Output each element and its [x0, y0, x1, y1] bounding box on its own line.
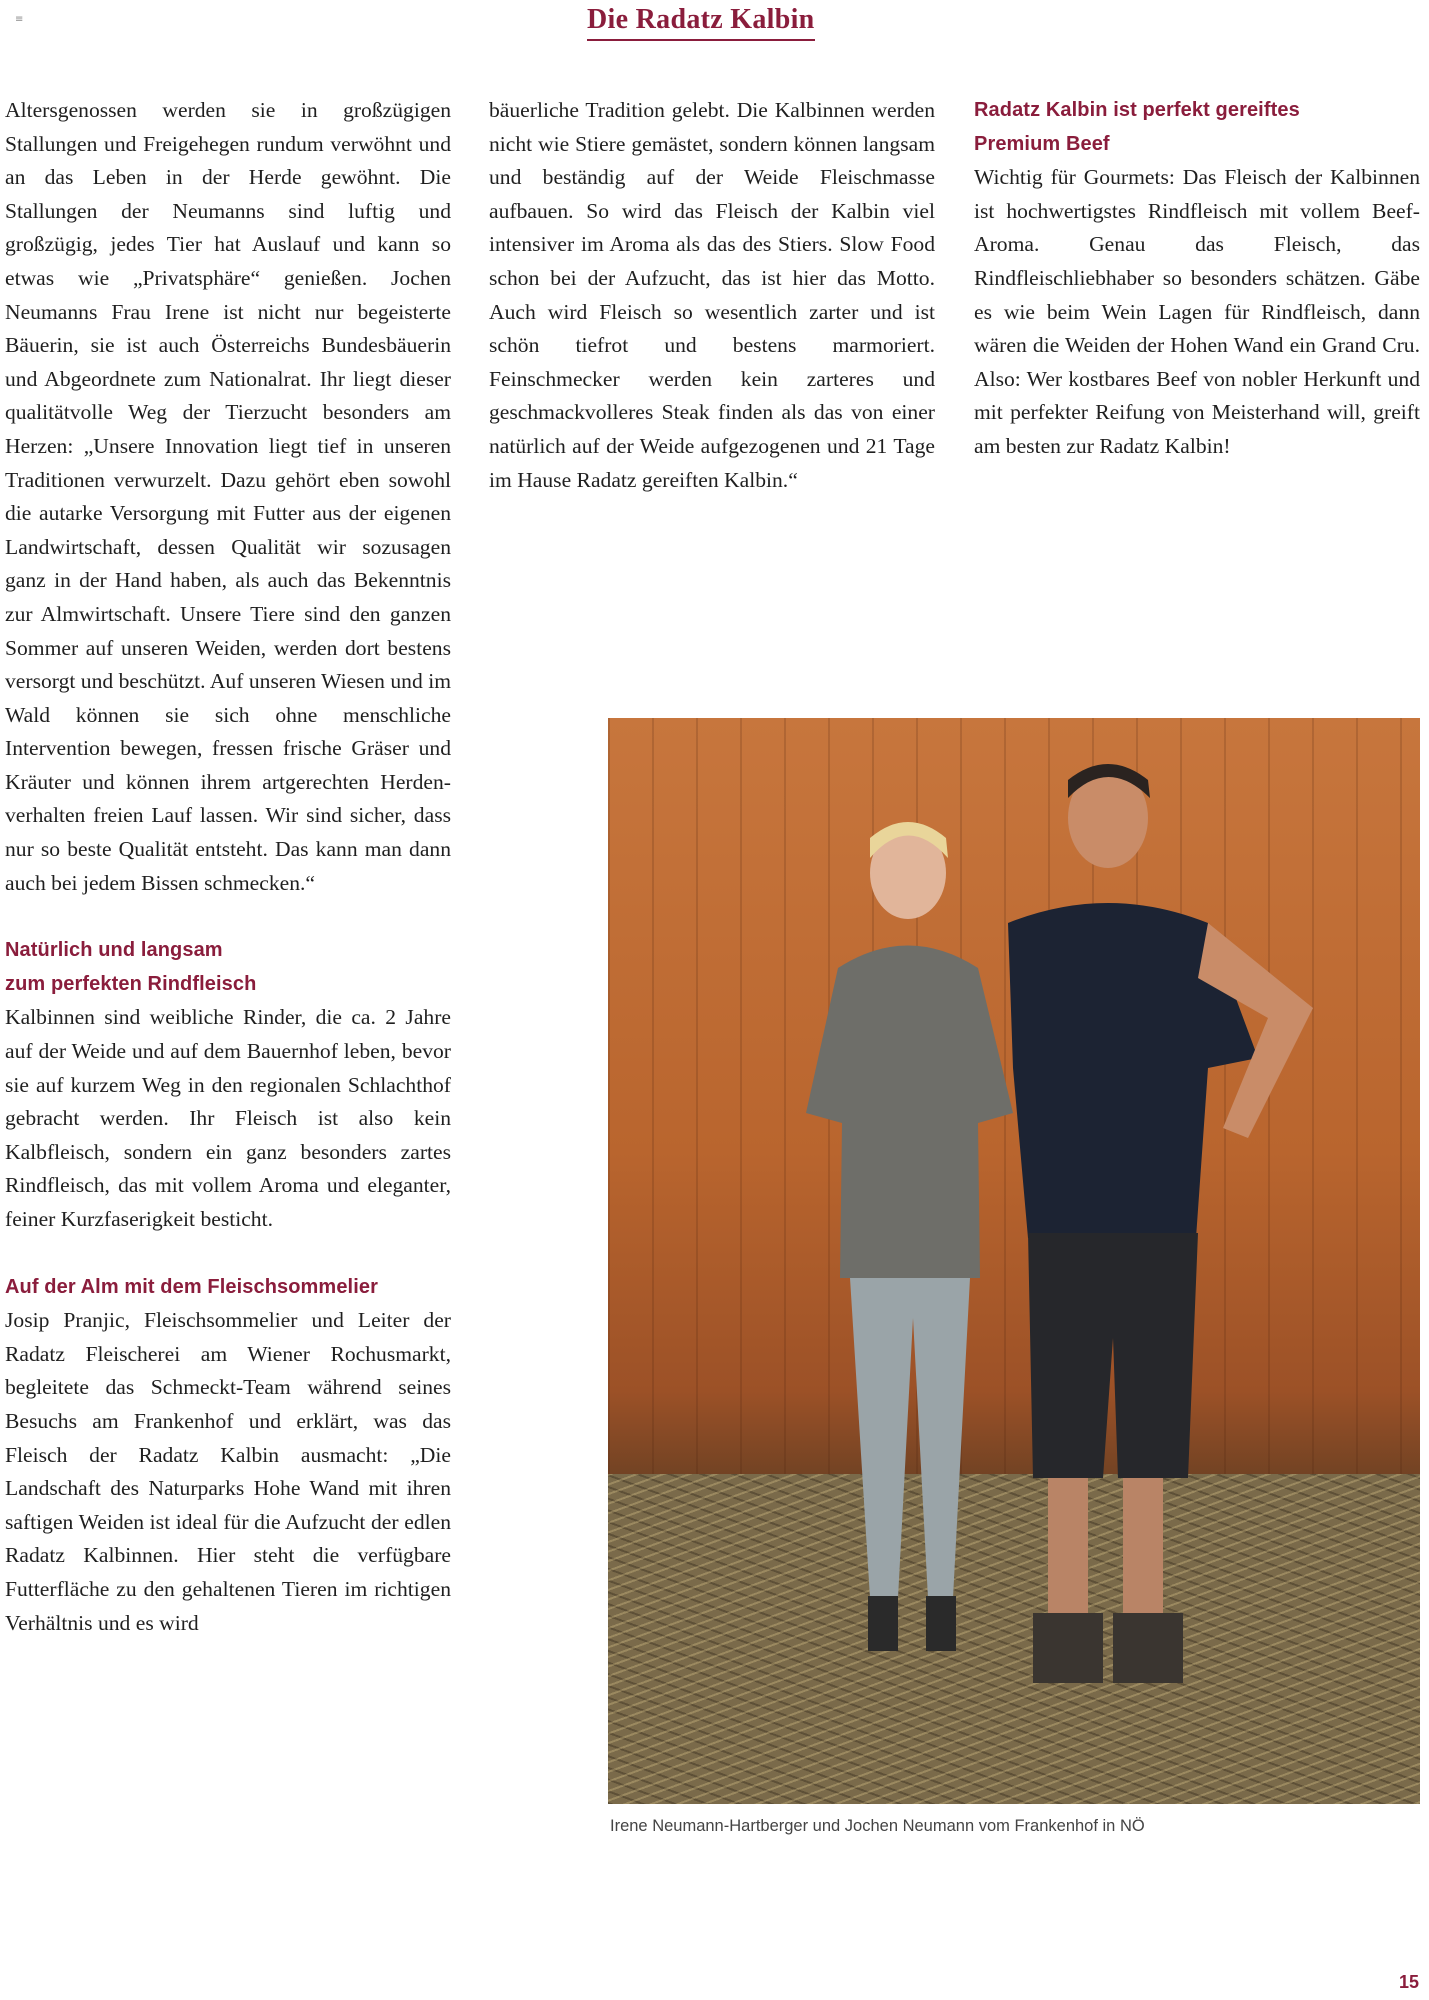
paragraph: Josip Pranjic, Fleischsommelier und Leiter der Radatz Fleischerei am Wiener Rochusmarkt, begleitete das Schmeckt-Team während seines Besuchs am Frankenhof und erklärt, was das Fleisch der Radatz Kalbin ausmacht: „Die Landschaft des Naturparks Hohe Wand mit ihren saftigen Weiden ist ideal für die Aufzucht der edlen Radatz Kalbinnen. Hier steht die verfügbare Futterfläche zu den gehaltenen Tieren im richtigen Verhältnis und es wird — [5, 1308, 451, 1635]
man-figure — [1008, 764, 1313, 1683]
text-column-3 — [974, 94, 1420, 464]
paragraph: Wichtig für Gourmets: Das Fleisch der Kalbinnen ist hochwertigstes Rindfleisch mit vollem Beef-Aroma. Genau das Fleisch, das Rindfleischliebhaber so besonders schätzen. Gäbe es wie beim Wein Lagen für Rindfleisch, dann wären die Weiden der Hohen Wand ein Grand Cru. Also: Wer kostbares Beef von nobler Herkunft und mit perfekter Reifung von Meisterhand will, greift am besten zur Radatz Kalbin! — [974, 165, 1420, 458]
running-title: Die Radatz Kalbin — [587, 4, 815, 41]
paragraph: bäuerliche Tradition gelebt. Die Kalbinnen werden nicht wie Stiere gemästet, sondern können langsam und beständig auf der Weide Fleischmasse aufbauen. So wird das Fleisch der Kalbin viel intensiver im Aroma als das des Stiers. Slow Food schon bei der Aufzucht, das ist hier das Motto. Auch wird Fleisch so wesentlich zarter und ist schön tiefrot und bestens marmoriert. Feinschmecker werden kein zarteres und geschmackvolleres Steak finden als das von einer natürlich auf der Weide aufgezogenen und 21 Tage im Hause Radatz gereiften Kalbin.“ — [489, 98, 935, 492]
section-heading — [974, 94, 1420, 161]
section-heading-line: Premium Beef — [974, 132, 1110, 155]
section-heading — [5, 934, 451, 1001]
photo — [608, 718, 1420, 1804]
section-heading: Auf der Alm mit dem Fleischsommelier — [5, 1275, 378, 1298]
section-heading-line: zum perfekten Rindfleisch — [5, 972, 257, 995]
photo-caption: Irene Neumann-Hartberger und Jochen Neumann vom Frankenhof in NÖ — [610, 1817, 1145, 1835]
section-heading-line: Natürlich und langsam — [5, 939, 223, 962]
paragraph: Altersgenossen werden sie in großzügigen Stallungen und Freigehegen rundum verwöhnt und an das Leben in der Herde gewöhnt. Die Stallungen der Neumanns sind luftig und großzügig, jedes Tier hat Auslauf und kann so etwas wie „Privatsphäre“ genießen. Jochen Neumanns Frau Irene ist nicht nur begeisterte Bäuerin, sie ist auch Österreichs Bundesbäuerin und Abgeordnete zum Nationalrat. Ihr liegt dieser qualitätvolle Weg der Tierzucht besonders am Herzen: „Unsere Innovation liegt tief in unseren Traditionen verwurzelt. Dazu gehört eben sowohl die autarke Versorgung mit Futter aus der eigenen Landwirtschaft, dessen Qualität wir sozusagen ganz in der Hand haben, als auch das Bekenntnis zur Almwirtschaft. Unsere Tiere sind den ganzen Sommer auf unseren Weiden, werden dort bestens versorgt und beschützt. Auf unseren Wiesen und im Wald können sie sich ohne menschliche Intervention bewegen, fressen frische Gräser und Kräuter und können ihrem artgerechten Herdenverhalten freien Lauf lassen. Wir sind sicher, dass nur so beste Qualität entsteht. Das kann man dann auch bei jedem Bissen schmecken.“ — [5, 98, 451, 895]
text-column-2 — [489, 94, 935, 497]
page-number: 15 — [1398, 1972, 1419, 1992]
people-silhouettes — [608, 718, 1420, 1804]
section-heading-line: Radatz Kalbin ist perfekt gereiftes — [974, 99, 1300, 121]
woman-figure — [806, 822, 1013, 1651]
text-column-1 — [5, 94, 451, 1640]
menu-icon[interactable]: ≡ — [15, 14, 24, 25]
paragraph: Kalbinnen sind weibliche Rinder, die ca. 2 Jahre auf der Weide und auf dem Bauernhof leben, bevor sie auf kurzem Weg in den regionalen Schlachthof gebracht werden. Ihr Fleisch ist also kein Kalbfleisch, sondern ein ganz besonders zartes Rindfleisch, das mit vollem Aroma und eleganter, feiner Kurzfaserigkeit besticht. — [5, 1005, 451, 1231]
